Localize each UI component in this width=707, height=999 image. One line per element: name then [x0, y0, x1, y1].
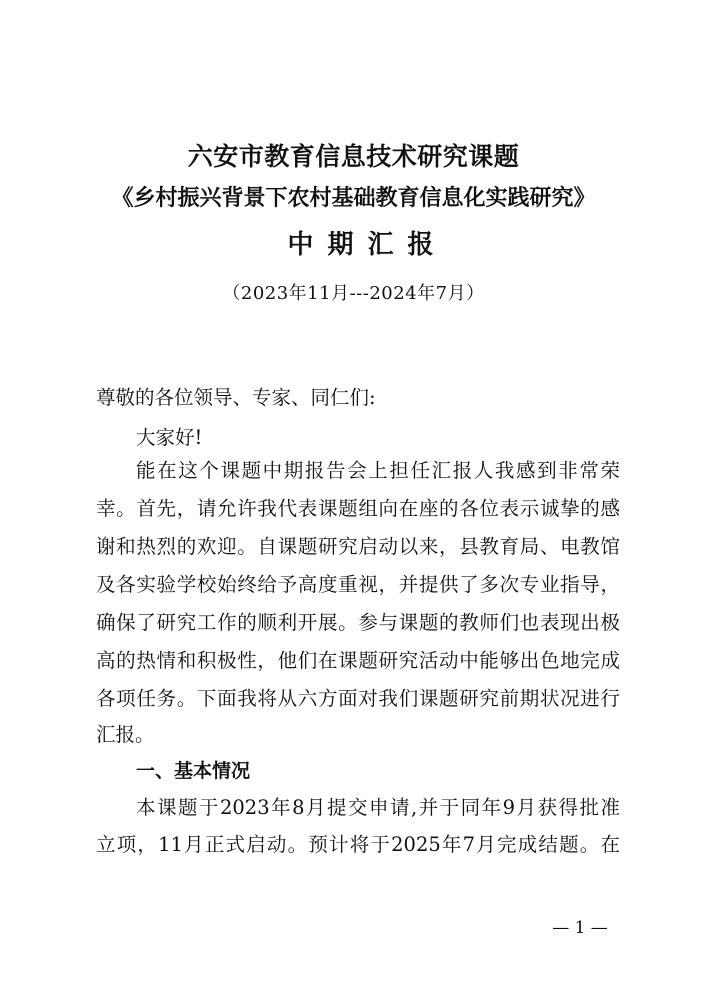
paragraph-line: 及各实验学校始终给予高度重视，并提供了多次专业指导，	[96, 573, 620, 596]
paragraph-line: 本课题于2023年8月提交申请,并于同年9月获得批准	[136, 796, 620, 819]
paragraph-line: 高的热情和积极性，他们在课题研究活动中能够出色地完成	[96, 649, 620, 672]
paragraph-line: 汇报。	[96, 723, 155, 746]
paragraph-line: 幸。首先，请允许我代表课题组向在座的各位表示诚挚的感	[96, 497, 620, 520]
paragraph-line: 谢和热烈的欢迎。自课题研究启动以来，县教育局、电教馆	[96, 535, 620, 558]
paragraph-line: 确保了研究工作的顺利开展。参与课题的教师们也表现出极	[96, 611, 620, 634]
document-title: 六安市教育信息技术研究课题	[187, 142, 520, 171]
date-range: （2023年11月---2024年7月）	[222, 283, 485, 304]
document-subtitle: 《乡村振兴背景下农村基础教育信息化实践研究》	[111, 185, 596, 211]
section-heading: 一、基本情况	[136, 760, 251, 782]
paragraph-line: 各项任务。下面我将从六方面对我们课题研究前期状况进行	[96, 687, 620, 710]
greeting: 大家好!	[136, 426, 203, 449]
paragraph-line: 能在这个课题中期报告会上担任汇报人我感到非常荣	[136, 459, 620, 482]
page-number: — 1 —	[552, 918, 608, 938]
paragraph-line: 立项，11月正式启动。预计将于2025年7月完成结题。在	[96, 833, 620, 856]
salutation: 尊敬的各位领导、专家、同仁们:	[96, 386, 376, 409]
report-type-heading: 中期汇报	[287, 230, 448, 260]
